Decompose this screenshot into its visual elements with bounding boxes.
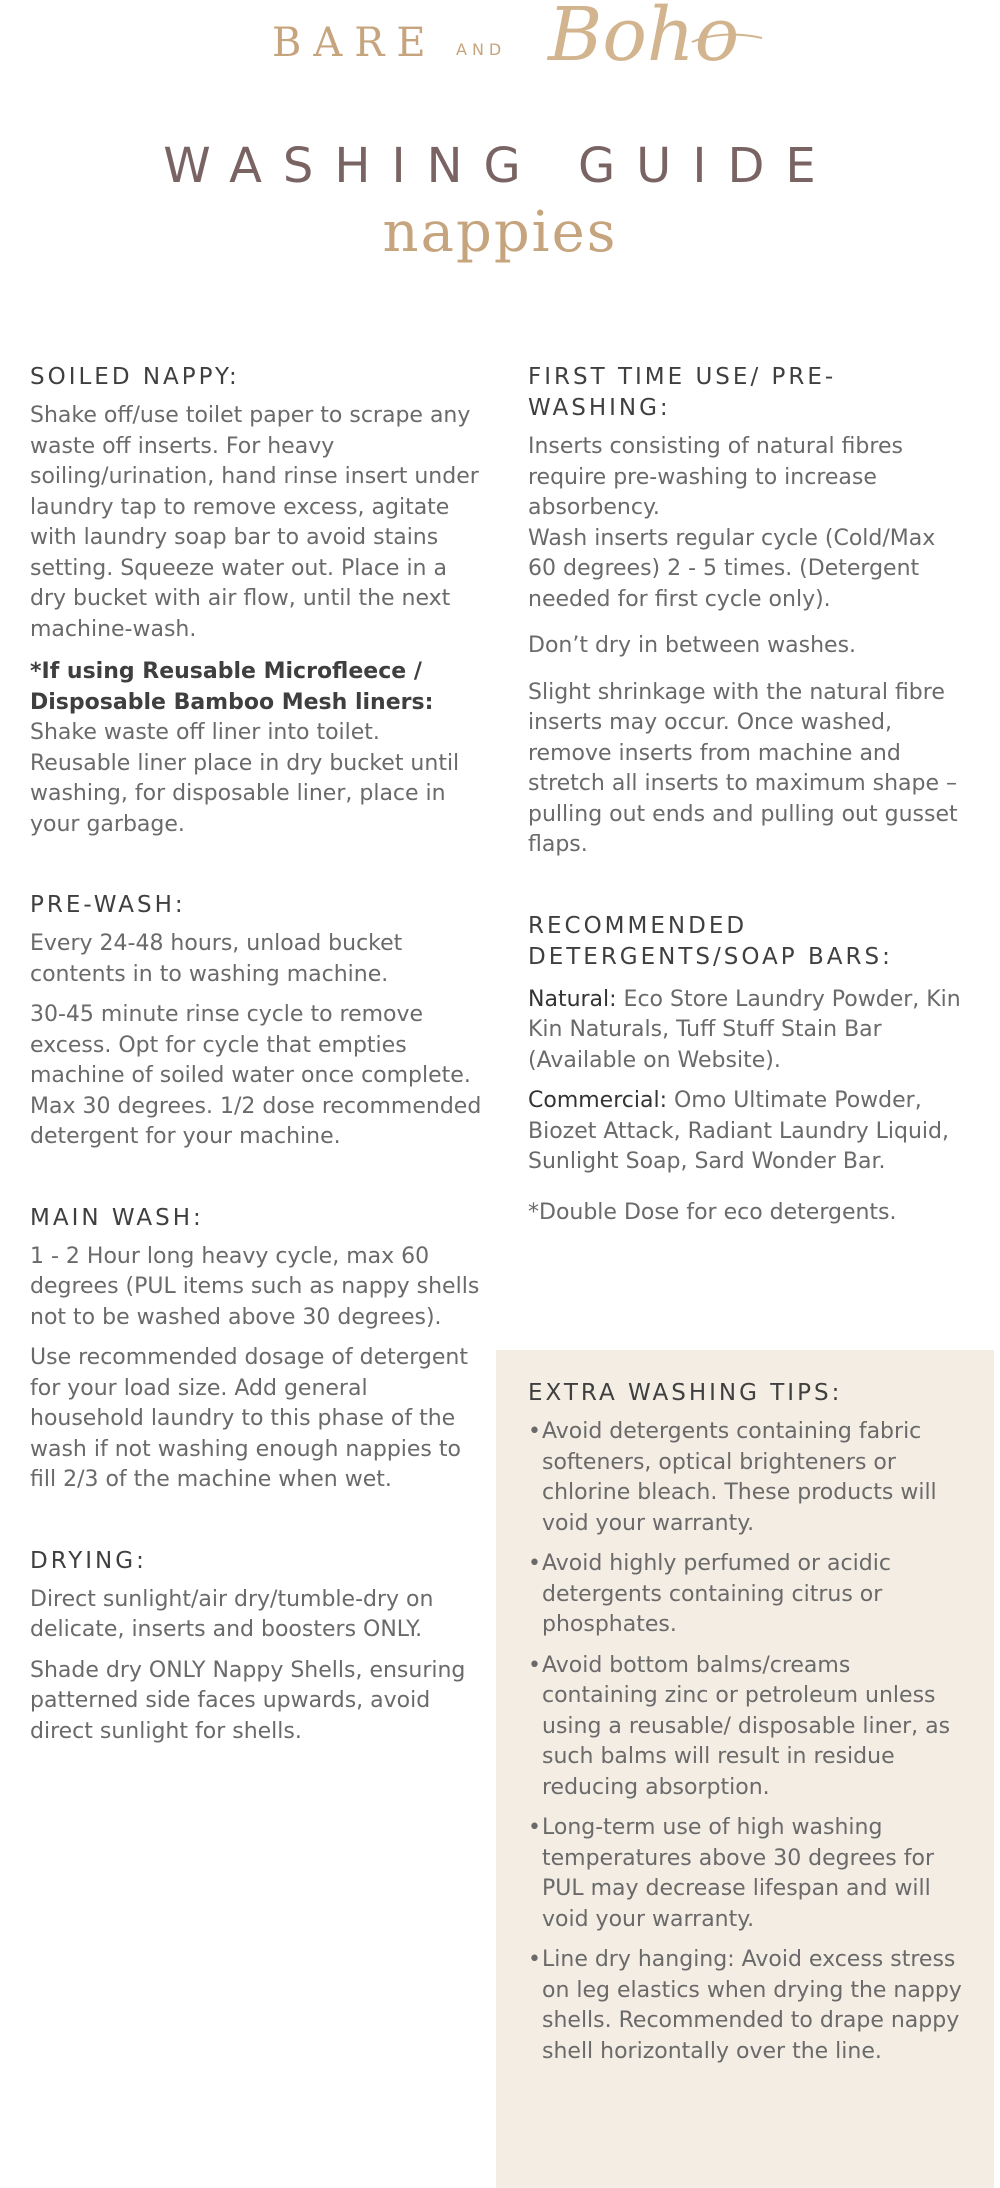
pre-wash-text-2: 30-45 minute rinse cycle to remove excess. Opt for cycle that empties machine of soiled water once complete. Max 30 degrees. 1/2 dose recommended detergent for your machine. <box>30 1002 482 1149</box>
brand-and: AND <box>456 40 507 59</box>
left-column <box>30 362 485 1747</box>
brand-bare: BARE <box>272 20 438 66</box>
tip-text: Avoid bottom balms/creams containing zinc or petroleum unless using a reusable/ disposable liner, as such balms will result in residue reducing absorption. <box>542 1652 951 1800</box>
bullet-icon: • <box>528 1652 541 1678</box>
tip-item <box>528 1549 968 1641</box>
drying-section <box>30 1546 485 1748</box>
brand-boho: Boho <box>548 0 740 78</box>
commercial-detergents <box>528 1086 966 1178</box>
natural-detergents <box>528 985 966 1077</box>
page-subtitle: nappies <box>382 200 618 265</box>
first-time-text-4: Slight shrinkage with the natural fibre inserts may occur. Once washed, remove inserts from machine and stretch all inserts to maximum shape – pulling out ends and pulling out gusset flaps. <box>528 679 958 857</box>
pre-wash-heading <box>30 890 485 921</box>
liner-note: *If using Reusable Microfleece / Disposable Bamboo Mesh liners: <box>30 659 434 715</box>
drying-text-1: Direct sunlight/air dry/tumble-dry on delicate, inserts and boosters ONLY. <box>30 1586 434 1642</box>
tip-text: Long-term use of high washing temperatures above 30 degrees for PUL may decrease lifespan and will void your warranty. <box>542 1815 934 1932</box>
soiled-nappy-section <box>30 362 485 840</box>
tip-text: Avoid highly perfumed or acidic detergents containing citrus or phosphates. <box>542 1551 891 1637</box>
right-column <box>528 362 966 1228</box>
tip-text: Line dry hanging: Avoid excess stress on leg elastics when drying the nappy shells. Recommended to drape nappy shell horizontally over the line. <box>542 1947 962 2064</box>
first-time-use-heading: FIRST TIME USE/ PRE-WASHING: <box>528 364 837 421</box>
extra-tips-heading: EXTRA WASHING TIPS: <box>528 1380 843 1406</box>
first-time-text-3: Don’t dry in between washes. <box>528 633 857 658</box>
liner-text: Shake waste off liner into toilet. Reusable liner place in dry bucket until washing, for disposable liner, place in your garbage. <box>30 720 460 837</box>
extra-tips-section <box>528 1378 968 2077</box>
detergents-section <box>528 911 966 1229</box>
pre-wash-text-1: Every 24-48 hours, unload bucket contents in to washing machine. <box>30 931 403 987</box>
commercial-text: Omo Ultimate Powder, Biozet Attack, Radiant Laundry Liquid, Sunlight Soap, Sard Wonder Bar. <box>528 1088 949 1174</box>
drying-text-2: Shade dry ONLY Nappy Shells, ensuring patterned side faces upwards, avoid direct sunlight for shells. <box>30 1657 466 1744</box>
page-title: WASHING GUIDE <box>163 138 837 194</box>
pre-wash-section <box>30 890 485 1153</box>
bullet-icon: • <box>528 1419 541 1444</box>
natural-text: Eco Store Laundry Powder, Kin Kin Naturals, Tuff Stuff Stain Bar (Available on Website). <box>528 986 961 1073</box>
brand-logo <box>0 0 1000 100</box>
drying-heading: DRYING: <box>30 1547 147 1574</box>
main-wash-section <box>30 1203 485 1496</box>
pre-wash-heading-colon: : <box>174 892 186 918</box>
tip-item <box>528 1813 968 1935</box>
main-wash-heading-colon: : <box>193 1204 204 1231</box>
first-time-use-section <box>528 362 966 861</box>
tip-item <box>528 1651 968 1804</box>
brand-swash <box>690 28 764 48</box>
main-wash-heading <box>30 1203 485 1234</box>
double-dose-note: *Double Dose for eco detergents. <box>528 1199 897 1225</box>
natural-label: Natural: <box>528 986 617 1012</box>
tip-text: Avoid detergents containing fabric softeners, optical brighteners or chlorine bleach. These products will void your warranty. <box>542 1419 937 1536</box>
first-time-text-1: Inserts consisting of natural fibres require pre-washing to increase absorbency. <box>528 434 903 520</box>
bullet-icon: • <box>528 1551 541 1576</box>
bullet-icon: • <box>528 1947 541 1972</box>
pre-wash-heading-text: PRE-WASH <box>30 892 175 918</box>
soiled-nappy-text: Shake off/use toilet paper to scrape any waste off inserts. For heavy soiling/urination, hand rinse insert under laundry tap to remove excess, agitate with laundry soap bar to avoid stains setting. Squeeze water out. Place in a dry bucket with air flow, until the next machine-wash. <box>30 403 479 642</box>
bullet-icon: • <box>528 1815 541 1840</box>
detergents-heading: RECOMMENDED DETERGENTS/SOAP BARS: <box>528 912 893 970</box>
main-wash-text-1: 1 - 2 Hour long heavy cycle, max 60 degrees (PUL items such as nappy shells not to be washed above 30 degrees). <box>30 1243 480 1330</box>
soiled-nappy-heading: SOILED NAPPY: <box>30 364 240 390</box>
main-wash-text-2: Use recommended dosage of detergent for your load size. Add general household laundry to this phase of the wash if not washing enough nappies to fill 2/3 of the machine when wet. <box>30 1345 468 1492</box>
tip-item <box>528 1945 968 2067</box>
main-wash-heading-text: MAIN WASH <box>30 1204 193 1231</box>
commercial-label: Commercial: <box>528 1088 667 1113</box>
first-time-text-2: Wash inserts regular cycle (Cold/Max 60 degrees) 2 - 5 times. (Detergent needed for first cycle only). <box>528 525 936 612</box>
tip-item <box>528 1417 968 1539</box>
tips-list <box>528 1417 968 2067</box>
